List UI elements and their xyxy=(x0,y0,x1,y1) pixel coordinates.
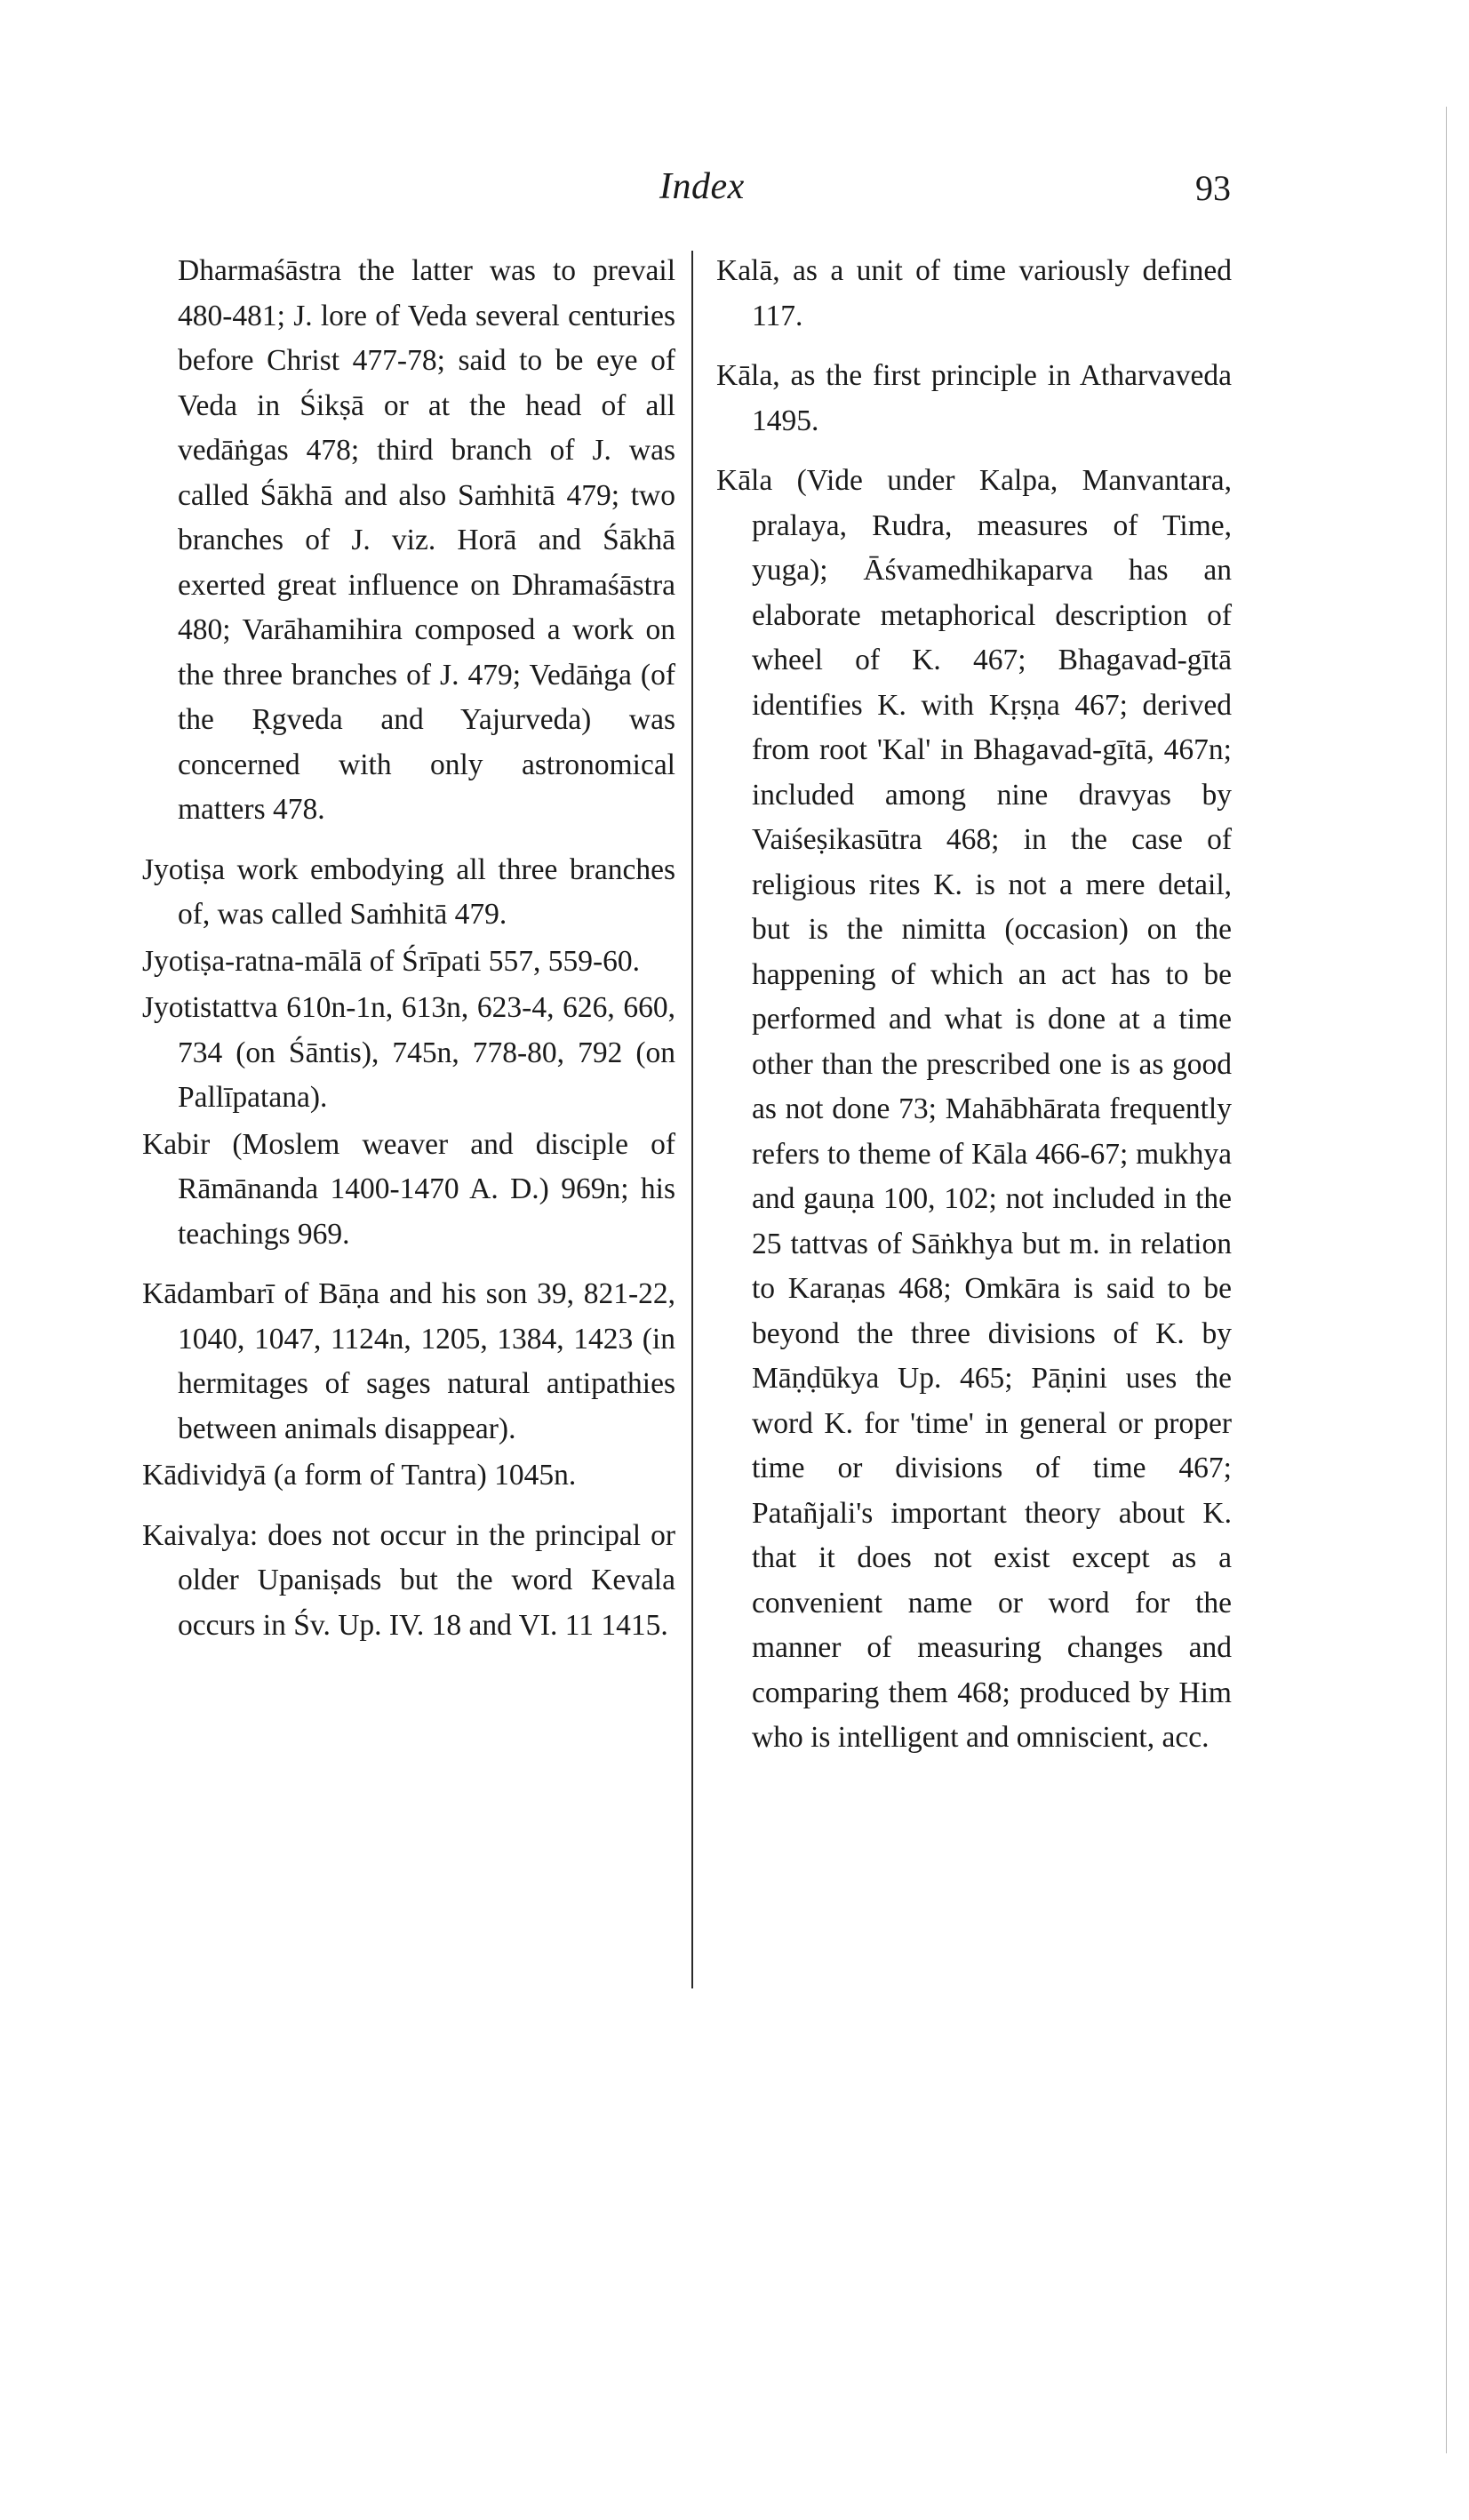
page-number: 93 xyxy=(1195,168,1231,208)
index-entry: Kādambarī of Bāṇa and his son 39, 821-22, 1040, 1047, 1124n, 1205, 1384, 1423 (in hermitages of sages natural antipathies between animals disappear). xyxy=(142,1277,675,1445)
index-entry: Kaivalya: does not occur in the principal or older Upaniṣads but the word Kevala occurs in Śv. Up. IV. 18 and VI. 11 1415. xyxy=(142,1518,675,1642)
index-entry: Kāla, as the first principle in Atharvaveda 1495. xyxy=(716,359,1232,437)
running-head: Index xyxy=(659,166,745,207)
index-entry: Jyotiṣa-ratna-mālā of Śrīpati 557, 559-60. xyxy=(142,944,641,978)
index-entry: Kādividyā (a form of Tantra) 1045n. xyxy=(142,1459,577,1492)
index-entry: Jyotistattva 610n-1n, 613n, 623-4, 626, 660, 734 (on Śāntis), 745n, 778-80, 792 (on Pallīpatana). xyxy=(142,991,675,1114)
page-edge-rule xyxy=(1446,107,1447,2453)
index-entry: Jyotiṣa work embodying all three branches of, was called Saṁhitā 479. xyxy=(142,852,675,931)
index-entry: Kabir (Moslem weaver and disciple of Rāmānanda 1400-1470 A. D.) 969n; his teachings 969. xyxy=(142,1127,675,1251)
index-entry: Kāla (Vide under Kalpa, Manvantara, pralaya, Rudra, measures of Time, yuga); Āśvamedhikaparva has an elaborate metaphorical description of wheel of K. 467; Bhagavad-gītā identifies K. with Kṛṣṇa 467; derived from root 'Kal' in Bhagavad-gītā, 467n; included among nine dravyas by Vaiśeṣikasūtra 468; in the case of religious rites K. is not a mere detail, but is the nimitta (occasion) on the happening of which an act has to be performed and what is done at a time other than the prescribed one is as good as not done 73; Mahābhārata frequently refers to theme of Kāla 466-67; mukhya and gauṇa 100, 102; not included in the 25 tattvas of Sāṅkhya but m. in relation to Karaṇas 468; Omkāra is said to be beyond the three divisions of K. by Māṇḍūkya Up. 465; Pāṇini uses the word K. for 'time' in general or proper time or divisions of time 467; Patañjali's important theory about K. that it does not exist except as a convenient name or word for the manner of measuring changes and comparing them 468; produced by Him who is intelligent and omniscient, acc. xyxy=(716,464,1232,1754)
index-entry: Kalā, as a unit of time variously defined 117. xyxy=(716,254,1232,332)
left-column xyxy=(142,249,675,1663)
index-entry: Dharmaśāstra the latter was to prevail 480-481; J. lore of Veda several centuries before Christ 477-78; said to be eye of Veda in Śikṣā or at the head of all vedāṅgas 478; third branch of J. was called Śākhā and also Saṁhitā 479; two branches of J. viz. Horā and Śākhā exerted great influence on Dhramaśāstra 480; Varāhamihira composed a work on the three branches of J. 479; Vedāṅga (of the Ṛgveda and Yajurveda) was concerned with only astronomical matters 478. xyxy=(178,254,675,826)
right-column xyxy=(716,249,1232,1776)
column-divider xyxy=(691,251,693,1988)
